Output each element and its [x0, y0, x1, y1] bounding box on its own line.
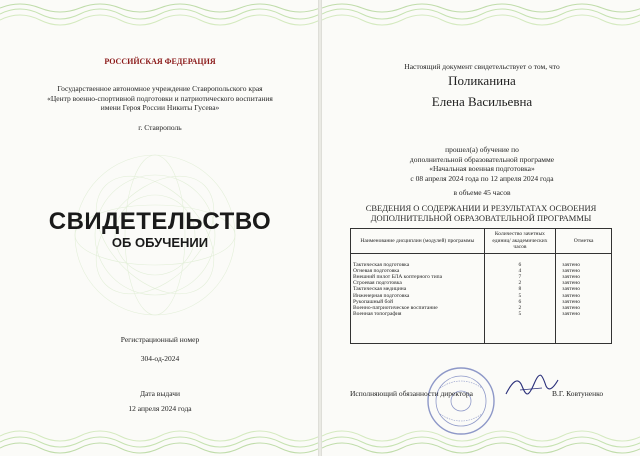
table-row	[351, 311, 612, 344]
signer-name: В.Г. Ковтуненко	[552, 389, 604, 398]
holder-given-names: Елена Васильевна	[431, 94, 533, 109]
discipline-mark: зачтено	[556, 268, 612, 274]
guilloche-border-bottom-right	[322, 426, 640, 456]
discipline-mark: зачтено	[556, 286, 612, 292]
discipline-hours: 6	[484, 253, 556, 268]
org-line-3: имени Героя России Никиты Гусева»	[100, 103, 220, 112]
discipline-name: Тактическая медицина	[351, 286, 485, 292]
issue-date: 12 апреля 2024 года	[128, 404, 192, 413]
training-period: с 08 апреля 2024 года по 12 апреля 2024 года	[410, 173, 554, 183]
left-page	[0, 0, 318, 456]
results-heading	[352, 203, 610, 223]
discipline-mark: зачтено	[556, 311, 612, 344]
holder-surname: Поликанина	[448, 73, 516, 88]
org-line-2: «Центр военно-спортивной подготовки и патриотического воспитания	[47, 93, 273, 103]
discipline-name: Инженерная подготовка	[351, 293, 485, 299]
discipline-hours: 7	[484, 274, 556, 280]
discipline-mark: зачтено	[556, 274, 612, 280]
registration-number: 304-од-2024	[140, 354, 180, 363]
signer-role: Исполняющий обязанности директора	[350, 389, 473, 398]
program-block	[362, 145, 602, 183]
discipline-hours: 5	[484, 311, 556, 344]
disciplines-table	[350, 228, 612, 344]
discipline-mark: зачтено	[556, 299, 612, 305]
program-line: дополнительной образовательной программе	[409, 154, 555, 164]
guilloche-border-top	[0, 0, 318, 30]
discipline-name: Строевая подготовка	[351, 280, 485, 286]
table-row	[351, 253, 612, 268]
results-heading-line-2: ДОПОЛНИТЕЛЬНОЙ ОБРАЗОВАТЕЛЬНОЙ ПРОГРАММЫ	[370, 213, 592, 223]
guilloche-border-bottom	[0, 426, 318, 456]
discipline-name: Военно-патриотическое воспитание	[351, 305, 485, 311]
guilloche-border-top-right	[322, 0, 640, 30]
discipline-mark: зачтено	[556, 293, 612, 299]
registration-label: Регистрационный номер	[120, 335, 200, 344]
program-name: «Начальная военная подготовка»	[429, 164, 535, 173]
discipline-hours: 6	[484, 299, 556, 305]
right-page	[322, 0, 640, 456]
table-header-row	[351, 229, 612, 254]
header-mark: Отметка	[556, 229, 612, 254]
passed-text: прошел(а) обучение по	[445, 145, 519, 154]
discipline-hours: 4	[484, 268, 556, 274]
results-heading-line-1: СВЕДЕНИЯ О СОДЕРЖАНИИ И РЕЗУЛЬТАТАХ ОСВОЕНИЯ	[365, 203, 597, 213]
organization-name	[42, 84, 278, 113]
discipline-hours: 2	[484, 305, 556, 311]
discipline-name: Внешний пилот БЛА коптерного типа	[351, 274, 485, 280]
issue-date-label: Дата выдачи	[139, 389, 181, 398]
intro-text: Настоящий документ свидетельствует о том, что	[404, 62, 560, 71]
discipline-mark: зачтено	[556, 280, 612, 286]
document-title: СВИДЕТЕЛЬСТВО	[48, 208, 272, 235]
discipline-mark: зачтено	[556, 305, 612, 311]
city: г. Ставрополь	[138, 123, 182, 132]
discipline-name: Военная топография	[351, 311, 485, 344]
discipline-hours: 8	[484, 286, 556, 292]
training-volume: в объеме 45 часов	[453, 188, 511, 197]
document-subtitle: ОБ ОБУЧЕНИИ	[111, 235, 209, 250]
discipline-name: Рукопашный бой	[351, 299, 485, 305]
discipline-mark: зачтено	[556, 253, 612, 268]
discipline-hours: 5	[484, 293, 556, 299]
discipline-hours: 2	[484, 280, 556, 286]
discipline-name: Огневая подготовка	[351, 268, 485, 274]
org-line-1: Государственное автономное учреждение Ставропольского края	[57, 84, 263, 93]
header-discipline: Наименование дисциплин (модулей) программы	[351, 229, 485, 254]
header-hours: Количество зачетных единиц/ академических часов	[484, 229, 556, 254]
discipline-name: Тактическая подготовка	[351, 253, 485, 268]
country-name: РОССИЙСКАЯ ФЕДЕРАЦИЯ	[104, 57, 216, 66]
